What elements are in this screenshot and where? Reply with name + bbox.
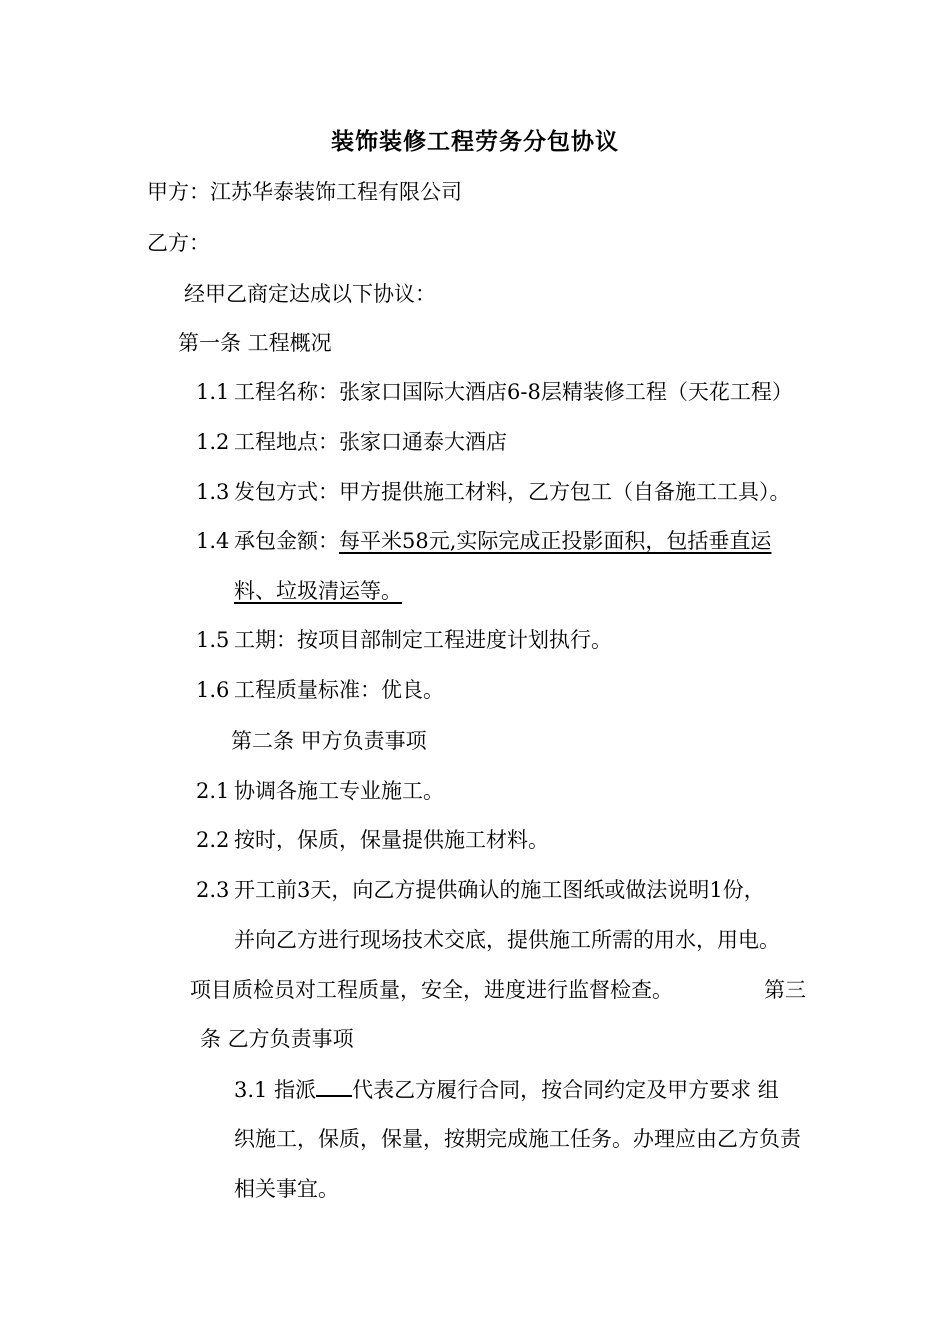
- article3-heading-part2: 条 乙方负责事项: [200, 1027, 354, 1051]
- item-1-4-cont: [234, 577, 402, 605]
- document-title: 装饰装修工程劳务分包协议: [331, 128, 619, 155]
- item-3-1-line2: 织施工，保质，保量，按期完成施工任务。办理应由乙方负责: [234, 1127, 801, 1151]
- item-2-1: [196, 777, 444, 805]
- item-number: 1.1: [196, 380, 230, 404]
- item-text: 工程名称：张家口国际大酒店6-8层精装修工程（天花工程）: [234, 380, 793, 404]
- item-text: 工程地点：张家口通泰大酒店: [234, 430, 507, 454]
- item-number: 1.2: [196, 430, 230, 454]
- item-2-3-cont: 并向乙方进行现场技术交底，提供施工所需的用水，用电。: [234, 928, 780, 952]
- article2-extra: 项目质检员对工程质量，安全，进度进行监督检查。: [190, 978, 673, 1002]
- item-1-6: [196, 676, 444, 704]
- item-1-3: [196, 478, 791, 506]
- representative-blank: [316, 1075, 352, 1097]
- item-1-4: [196, 527, 771, 555]
- item-text: 按时，保质，保量提供施工材料。: [234, 828, 549, 852]
- party-b: 乙方：: [147, 231, 210, 255]
- item-number: 1.3: [196, 480, 230, 504]
- item-number: 2.1: [196, 779, 230, 803]
- item-label: 承包金额：: [234, 529, 339, 553]
- item-number: 1.6: [196, 678, 230, 702]
- item-text: 工程质量标准：优良。: [234, 678, 444, 702]
- item-1-2: [196, 428, 507, 456]
- item-text: 发包方式：甲方提供施工材料，乙方包工（自备施工工具）。: [234, 480, 791, 504]
- item-1-5: [196, 626, 612, 654]
- article2-heading: 第二条 甲方负责事项: [231, 729, 427, 753]
- item-number: 2.2: [196, 828, 230, 852]
- item-number: 1.4: [196, 529, 230, 553]
- item-text: 开工前3天，向乙方提供确认的施工图纸或做法说明1份，: [234, 878, 765, 902]
- contract-amount-cont: 料、垃圾清运等。: [234, 579, 402, 603]
- contract-amount: 每平米58元,实际完成正投影面积，包括垂直运: [339, 529, 772, 553]
- item-3-1-line3: 相关事宜。: [234, 1177, 339, 1201]
- party-a: 甲方：江苏华泰装饰工程有限公司: [147, 180, 462, 204]
- item-3-1: [234, 1075, 779, 1104]
- item-3-1-text: 代表乙方履行合同，按合同约定及甲方要求 组: [352, 1078, 779, 1102]
- item-text: 协调各施工专业施工。: [234, 779, 444, 803]
- item-number: 2.3: [196, 878, 230, 902]
- intro: 经甲乙商定达成以下协议：: [184, 282, 436, 306]
- item-2-2: [196, 826, 549, 854]
- item-3-1-prefix: 3.1 指派: [234, 1078, 317, 1102]
- article1-heading: 第一条 工程概况: [178, 331, 332, 355]
- item-number: 1.5: [196, 628, 230, 652]
- article3-heading-part1: 第三: [764, 978, 806, 1002]
- item-1-1: [196, 378, 793, 406]
- item-text: 工期：按项目部制定工程进度计划执行。: [234, 628, 612, 652]
- item-2-3: [196, 876, 765, 904]
